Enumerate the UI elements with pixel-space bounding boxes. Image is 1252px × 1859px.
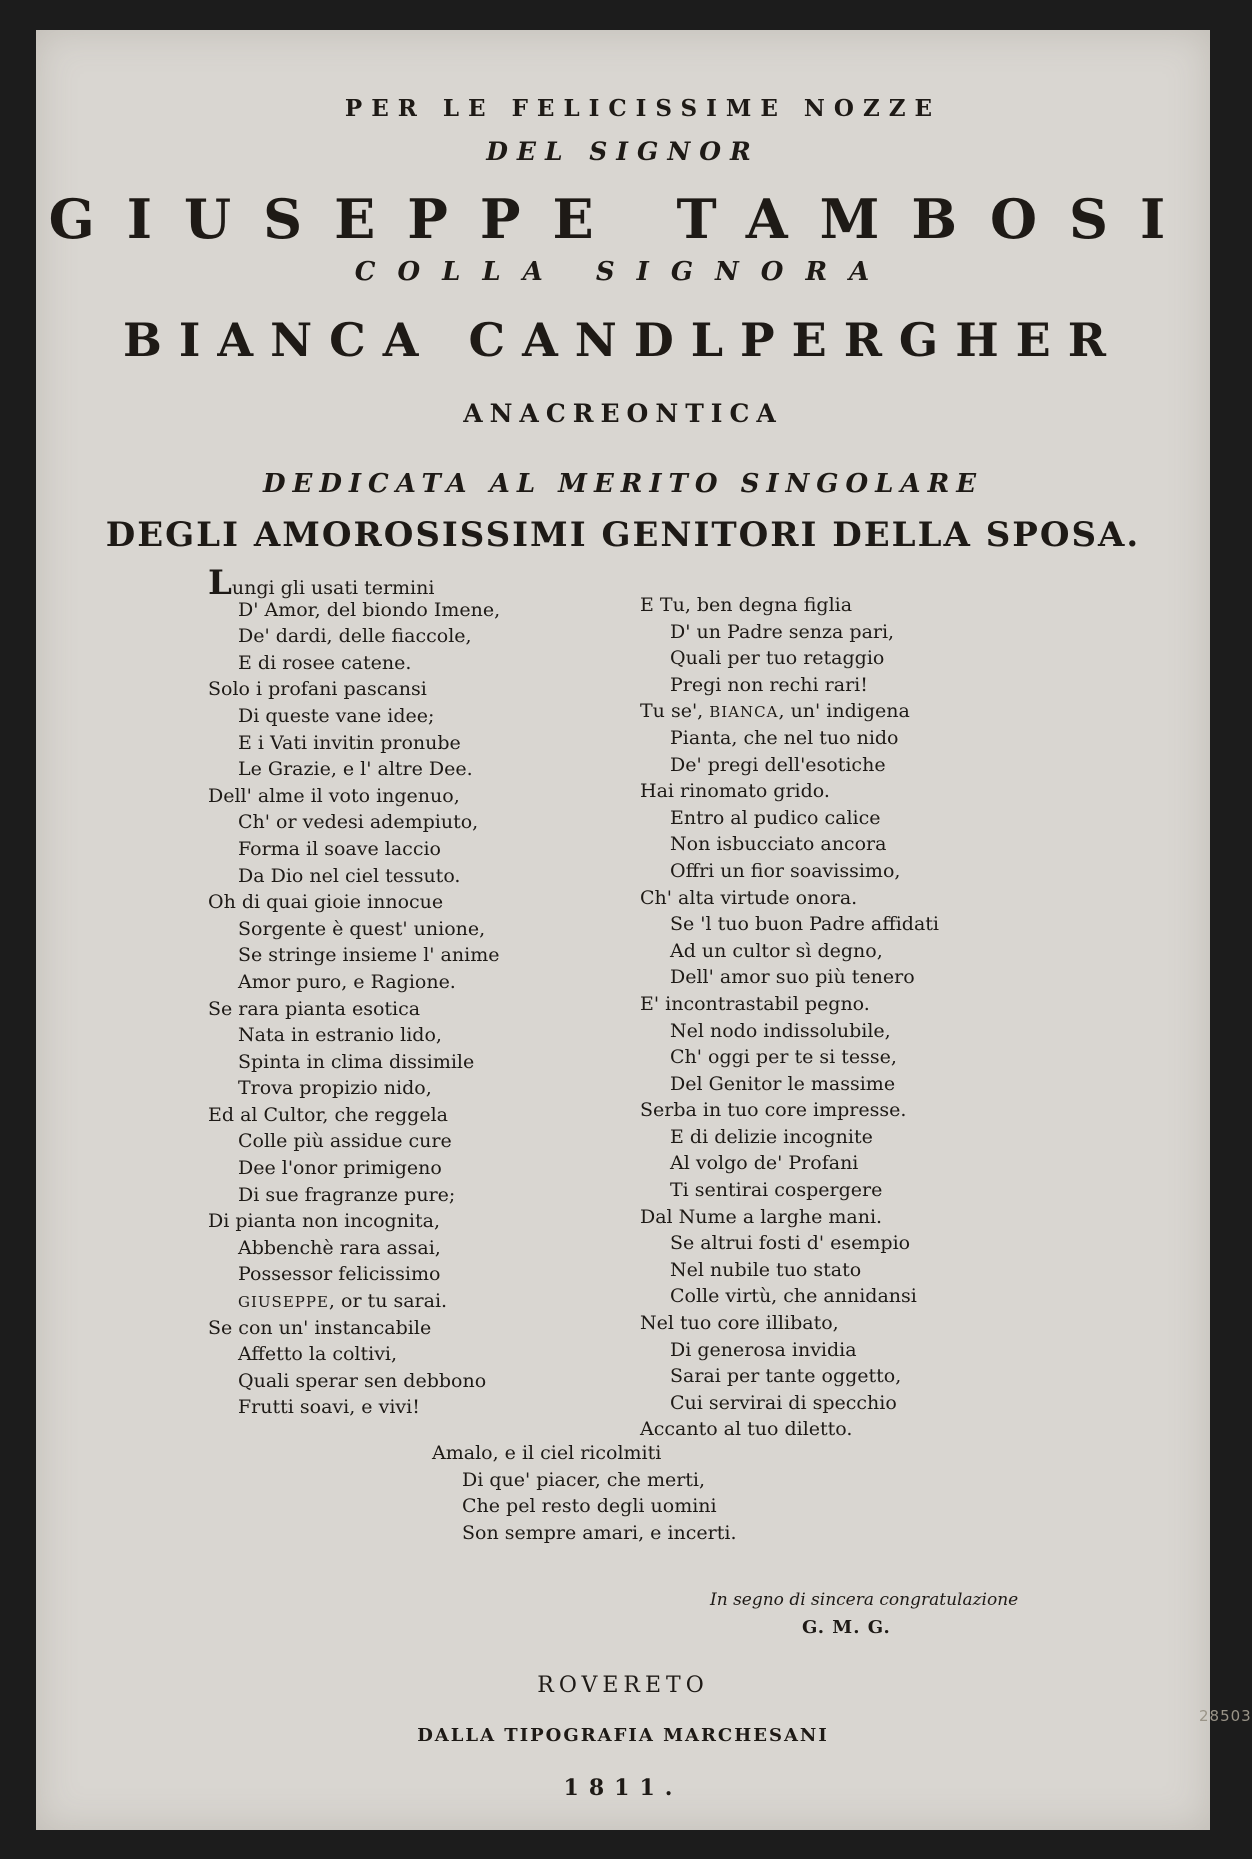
heading-line-4: COLLA SIGNORA bbox=[354, 257, 892, 287]
poem-line: Sorgente è quest' unione, bbox=[238, 917, 486, 940]
title-block bbox=[36, 95, 1210, 565]
dedication-line-2: DEGLI AMOROSISSIMI GENITORI DELLA SPOSA. bbox=[105, 515, 1141, 555]
imprint-block bbox=[36, 1673, 1210, 1801]
poem-line: Accanto al tuo diletto. bbox=[640, 1418, 853, 1441]
poem-right-column bbox=[640, 592, 1040, 1443]
poem-line: Non isbucciato ancora bbox=[670, 833, 887, 856]
broadside-sheet bbox=[36, 30, 1252, 1830]
poem-line: Frutti soavi, e vivi! bbox=[238, 1396, 420, 1419]
poem-line: De' dardi, delle fiaccole, bbox=[238, 625, 472, 648]
poem-line: Del Genitor le massime bbox=[670, 1072, 896, 1095]
poem-line: Ad un cultor sì degno, bbox=[670, 939, 883, 962]
poem-line: D' Amor, del biondo Imene, bbox=[238, 598, 501, 621]
poem-line: Affetto la coltivi, bbox=[238, 1343, 398, 1366]
poem-line: Offri un fior soavissimo, bbox=[670, 859, 901, 882]
inventory-stamp: 28503 bbox=[1199, 1707, 1252, 1725]
poem-line-text: ungi gli usati termini bbox=[231, 577, 435, 599]
drop-cap: L bbox=[208, 563, 232, 603]
poem-line: Se 'l tuo buon Padre affidati bbox=[670, 913, 939, 936]
poem-line: Ch' alta virtude onora. bbox=[640, 886, 858, 909]
poem-line: Son sempre amari, e incerti. bbox=[462, 1521, 737, 1544]
poem-line: Nel nubile tuo stato bbox=[670, 1258, 862, 1281]
bride-name: BIANCA CANDLPERGHER bbox=[123, 313, 1123, 367]
poem-line: E Tu, ben degna figlia bbox=[640, 594, 853, 616]
poem-line: Nata in estranio lido, bbox=[238, 1024, 442, 1047]
signature-text: In segno di sincera congratulazione bbox=[710, 1590, 1019, 1610]
heading-line-1: PER LE FELICISSIME NOZZE bbox=[344, 95, 942, 122]
closing-stanza bbox=[432, 1440, 737, 1546]
poem-line: Dal Nume a larghe mani. bbox=[640, 1205, 883, 1228]
poem-line: Di generosa invidia bbox=[670, 1338, 857, 1361]
poem-line bbox=[208, 1288, 608, 1315]
poem-line: E' incontrastabil pegno. bbox=[640, 992, 870, 1015]
poem-line: Ed al Cultor, che reggela bbox=[208, 1103, 448, 1126]
poem-line: Di que' piacer, che merti, bbox=[462, 1468, 706, 1491]
imprint-year: 1811. bbox=[563, 1775, 683, 1801]
groom-name: GIUSEPPE TAMBOSI bbox=[48, 187, 1198, 251]
poem-line bbox=[640, 698, 1040, 725]
poem-line: Di pianta non incognita, bbox=[208, 1210, 440, 1233]
poem-line: Nel nodo indissolubile, bbox=[670, 1019, 891, 1042]
poem-line-text: , un' indigena bbox=[778, 700, 910, 723]
signature-initials: G. M. G. bbox=[802, 1617, 891, 1638]
poem-line: Dell' amor suo più tenero bbox=[670, 966, 915, 989]
poem-line: Possessor felicissimo bbox=[238, 1263, 441, 1286]
poem-line: Sarai per tante oggetto, bbox=[670, 1365, 902, 1388]
poem-line: Spinta in clima dissimile bbox=[238, 1050, 475, 1073]
poem-line: Serba in tuo core impresse. bbox=[640, 1099, 907, 1122]
giuseppe-name: GIUSEPPE bbox=[238, 1293, 329, 1312]
poem-line: E di rosee catene. bbox=[238, 651, 412, 674]
poem-line: Da Dio nel ciel tessuto. bbox=[238, 864, 461, 887]
imprint-place: ROVERETO bbox=[537, 1673, 709, 1698]
poem-line: Di sue fragranze pure; bbox=[238, 1183, 456, 1206]
poem-line: Colle più assidue cure bbox=[238, 1130, 452, 1153]
poem-line: Pianta, che nel tuo nido bbox=[670, 726, 899, 749]
poem-line: Se stringe insieme l' anime bbox=[238, 944, 500, 967]
poem-line: Pregi non rechi rari! bbox=[670, 673, 868, 696]
poem-line: Al volgo de' Profani bbox=[670, 1152, 859, 1175]
poem-line-text: , or tu sarai. bbox=[328, 1290, 448, 1313]
poem-line: D' un Padre senza pari, bbox=[670, 620, 895, 643]
poem-line: Colle virtù, che annidansi bbox=[670, 1285, 917, 1308]
dedication-line-1: DEDICATA AL MERITO SINGOLARE bbox=[262, 469, 984, 499]
poem-line: Dee l'onor primigeno bbox=[238, 1157, 442, 1180]
poem-line: Abbenchè rara assai, bbox=[238, 1236, 441, 1259]
poem-line: Ch' or vedesi adempiuto, bbox=[238, 811, 479, 834]
poem-line-text: Tu se', bbox=[640, 700, 704, 723]
poem-line: Ti sentirai cospergere bbox=[670, 1179, 883, 1202]
poem-line: Se con un' instancabile bbox=[208, 1316, 432, 1339]
poem-line: E di delizie incognite bbox=[670, 1125, 873, 1148]
poem-line: Se rara pianta esotica bbox=[208, 997, 421, 1020]
poem-line: Che pel resto degli uomini bbox=[462, 1495, 717, 1518]
poem-line: De' pregi dell'esotiche bbox=[670, 753, 886, 776]
poem-line: Se altrui fosti d' esempio bbox=[670, 1232, 911, 1255]
imprint-printer: DALLA TIPOGRAFIA MARCHESANI bbox=[417, 1725, 829, 1746]
poem-line: Quali sperar sen debbono bbox=[238, 1369, 487, 1392]
poem-line: Solo i profani pascansi bbox=[208, 678, 427, 701]
poem-line: Hai rinomato grido. bbox=[640, 780, 830, 803]
signature-block bbox=[710, 1583, 1019, 1638]
poem-line: Trova propizio nido, bbox=[238, 1077, 432, 1100]
poem-line: Dell' alme il voto ingenuo, bbox=[208, 784, 460, 807]
poem-line: Nel tuo core illibato, bbox=[640, 1312, 839, 1335]
poem-line: Quali per tuo retaggio bbox=[670, 647, 885, 670]
poem-line: Cui servirai di specchio bbox=[670, 1391, 897, 1414]
poem-line: Entro al pudico calice bbox=[670, 806, 881, 829]
poem-line: Amor puro, e Ragione. bbox=[238, 970, 456, 993]
poem-line: E i Vati invitin pronube bbox=[238, 731, 461, 754]
poem-line: Di queste vane idee; bbox=[238, 704, 435, 727]
genre-title: ANACREONTICA bbox=[463, 399, 783, 428]
poem-left-column bbox=[208, 563, 608, 1421]
heading-line-2: DEL SIGNOR bbox=[486, 137, 760, 166]
poem-line: Le Grazie, e l' altre Dee. bbox=[238, 758, 473, 781]
poem-line: Amalo, e il ciel ricolmiti bbox=[432, 1442, 662, 1464]
bianca-name: BIANCA bbox=[709, 703, 779, 722]
poem-line: Oh di quai gioie innocue bbox=[208, 891, 444, 914]
poem-line bbox=[208, 563, 608, 603]
poem-line: Forma il soave laccio bbox=[238, 837, 441, 860]
poem-line: Ch' oggi per te si tesse, bbox=[670, 1046, 897, 1069]
